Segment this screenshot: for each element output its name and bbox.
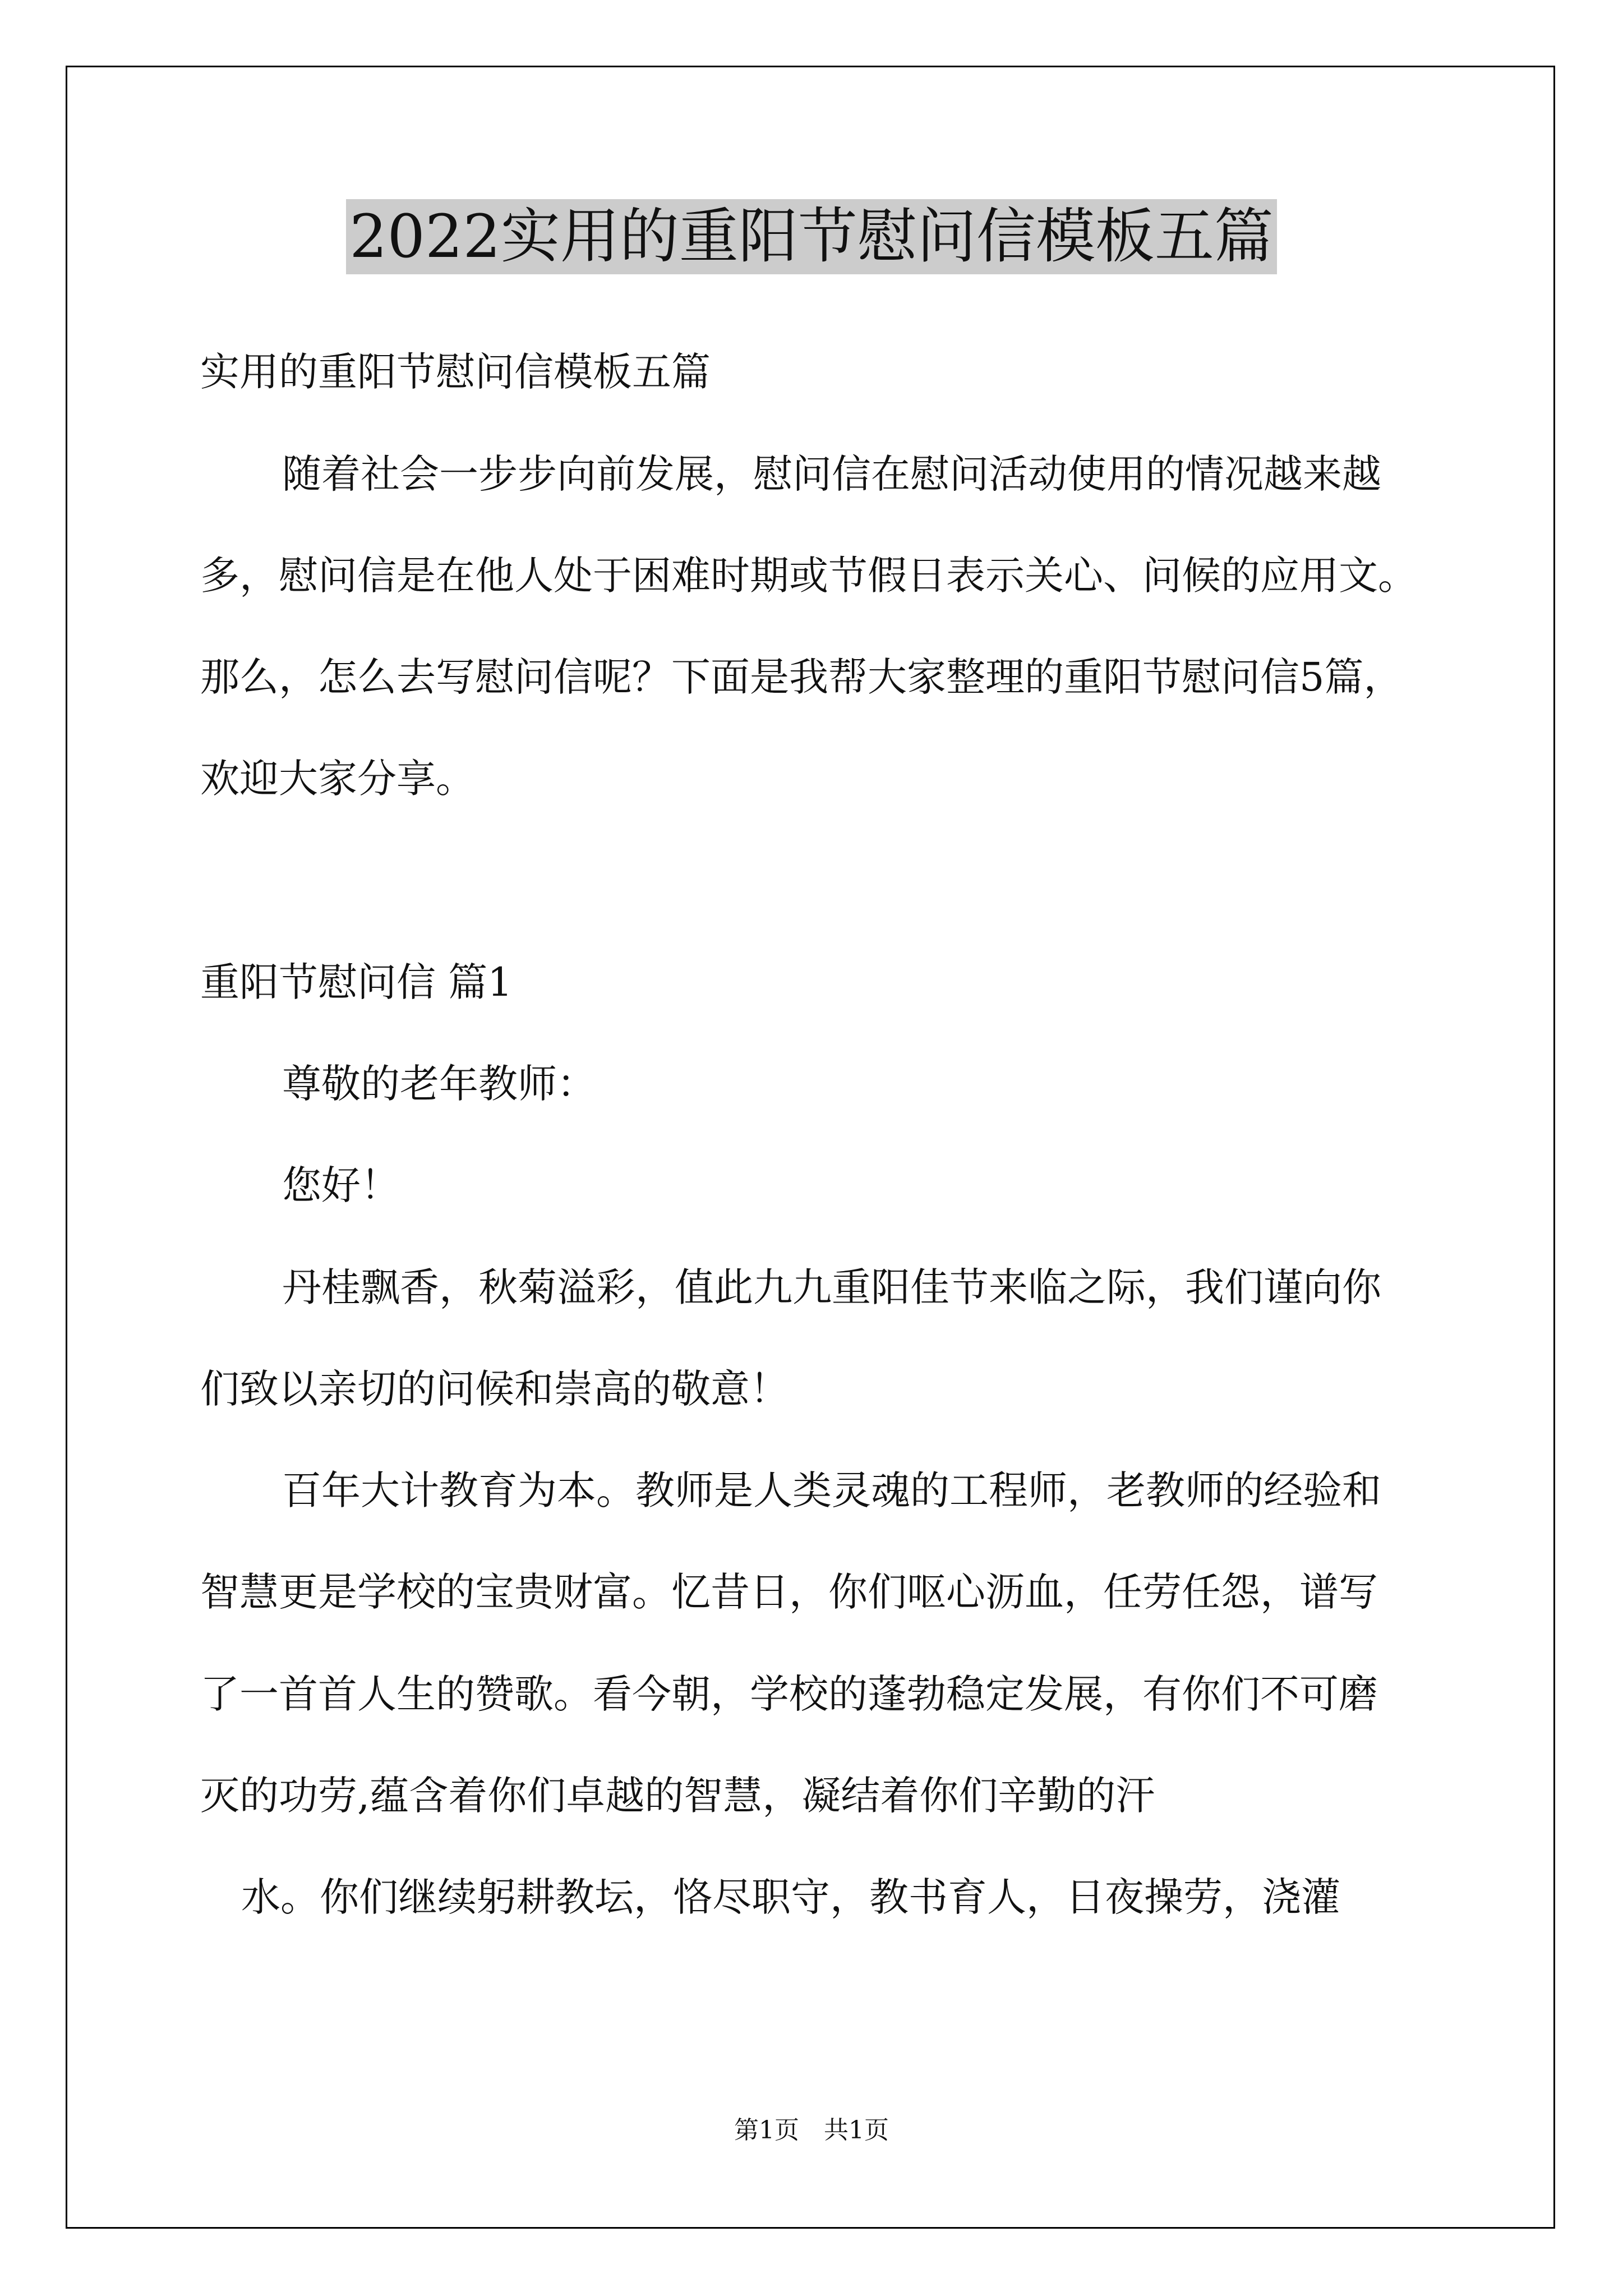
para3-line-1: 水。你们继续躬耕教坛，恪尽职守，教书育人，日夜操劳，浇灌 [241,1874,1340,1920]
salutation: 尊敬的老年教师： [282,1061,596,1107]
para2-line-4: 灭的功劳,蕴含着你们卓越的智慧，凝结着你们辛勤的汗 [200,1773,1155,1819]
page-footer: 第1页 共1页 [734,2116,889,2145]
intro-line-1: 随着社会一步步向前发展，慰问信在慰问活动使用的情况越来越 [282,451,1381,497]
para2-line-3: 了一首首人生的赞歌。看今朝，学校的蓬勃稳定发展，有你们不可磨 [200,1671,1378,1717]
para2-line-2: 智慧更是学校的宝贵财富。忆昔日，你们呕心沥血，任劳任怨，谱写 [200,1569,1378,1615]
section-heading: 重阳节慰问信 篇1 [200,959,513,1005]
title-block [0,199,1623,274]
document-title: 2022实用的重阳节慰问信模板五篇 [346,199,1277,274]
intro-line-4: 欢迎大家分享。 [200,756,475,802]
intro-line-2: 多，慰问信是在他人处于困难时期或节假日表示关心、问候的应用文。 [200,553,1417,599]
para1-line-2: 们致以亲切的问候和崇高的敬意！ [200,1366,789,1412]
para2-line-1: 百年大计教育为本。教师是人类灵魂的工程师，老教师的经验和 [282,1467,1381,1513]
intro-line-3: 那么，怎么去写慰问信呢？下面是我帮大家整理的重阳节慰问信5篇， [200,654,1403,700]
greeting: 您好！ [282,1162,400,1208]
subtitle: 实用的重阳节慰问信模板五篇 [200,349,711,395]
para1-line-1: 丹桂飘香，秋菊溢彩，值此九九重阳佳节来临之际，我们谨向你 [282,1264,1381,1310]
